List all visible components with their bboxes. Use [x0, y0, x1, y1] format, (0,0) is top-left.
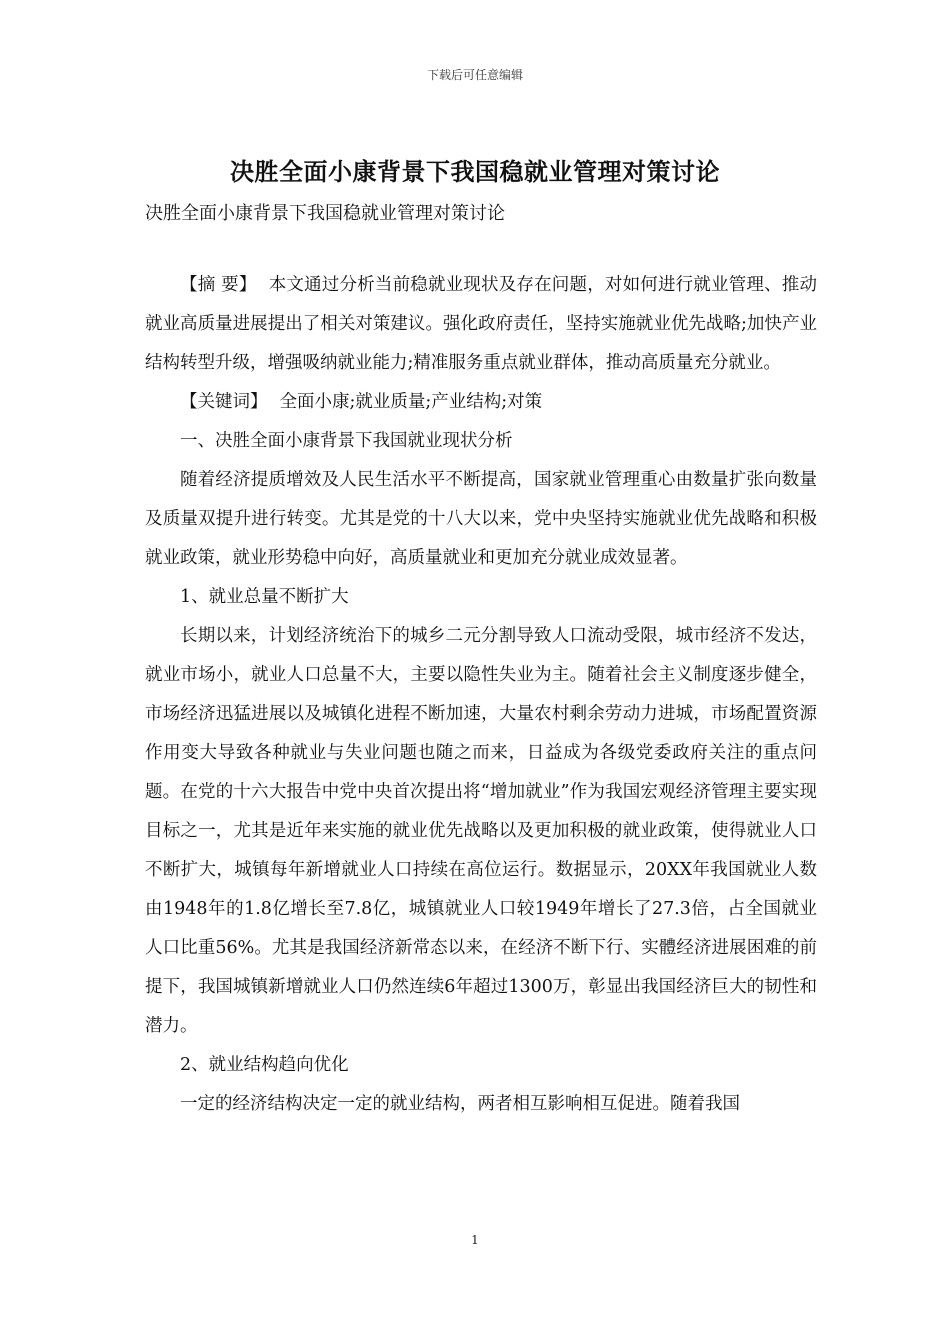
section-paragraph: 长期以来，计划经济统治下的城乡二元分割导致人口流动受限，城市经济不发达，就业市场小，就业人口总量不大，主要以隐性失业为主。随着社会主义制度逐步健全，市场经济迅猛进展以及城镇化进程不断加速，大量农村剩余劳动力进城，市场配置资源作用变大导致各种就业与失业问题也随之而来，日益成为各级党委政府关注的重点问题。在党的十六大报告中党中央首次提出将“增加就业”作为我国宏观经济管理主要实现目标之一，尤其是近年来实施的就业优先战略以及更加积极的就业政策，使得就业人口不断扩大，城镇每年新增就业人口持续在高位运行。数据显示，20XX年我国就业人数由1948年的1.8亿增长至7.8亿，城镇就业人口较1949年增长了27.3倍，占全国就业人口比重56%。尤其是我国经济新常态以来，在经济不断下行、实體经济进展困难的前提下，我国城镇新增就业人口仍然连续6年超过1300万，彰显出我国经济巨大的韧性和潜力。 [145, 626, 817, 1036]
section-heading: 1、就业总量不断扩大 [180, 587, 349, 607]
keywords-paragraph [145, 383, 817, 422]
abstract-label: 【摘 要】 [180, 275, 257, 295]
section-heading: 一、决胜全面小康背景下我国就业现状分析 [180, 431, 513, 451]
keywords-text: 全面小康;就业质量;产业结构;对策 [279, 392, 543, 412]
document-title: 决胜全面小康背景下我国稳就业管理对策讨论 [230, 157, 720, 186]
section-paragraph: 随着经济提质增效及人民生活水平不断提高，国家就业管理重心由数量扩张向数量及质量双提升进行转变。尤其是党的十八大以来，党中央坚持实施就业优先战略和积极就业政策，就业形势稳中向好，高质量就业和更加充分就业成效显著。 [145, 470, 817, 568]
document-body [145, 266, 817, 1124]
keywords-label: 【关键词】 [180, 392, 268, 412]
document-subtitle: 决胜全面小康背景下我国稳就业管理对策讨论 [145, 203, 505, 224]
abstract-paragraph [145, 266, 817, 383]
abstract-text: 本文通过分析当前稳就业现状及存在问题，对如何进行就业管理、推动就业高质量进展提出了相关对策建议。强化政府责任，坚持实施就业优先战略;加快产业结构转型升级，增强吸纳就业能力;精准服务重点就业群体，推动高质量充分就业。 [145, 275, 818, 373]
section-heading: 2、就业结构趋向优化 [180, 1055, 349, 1075]
page-number: 1 [471, 1233, 479, 1247]
section-paragraph: 一定的经济结构决定一定的就业结构，两者相互影响相互促进。随着我国 [180, 1094, 740, 1114]
header-note: 下载后可任意编辑 [426, 68, 523, 82]
